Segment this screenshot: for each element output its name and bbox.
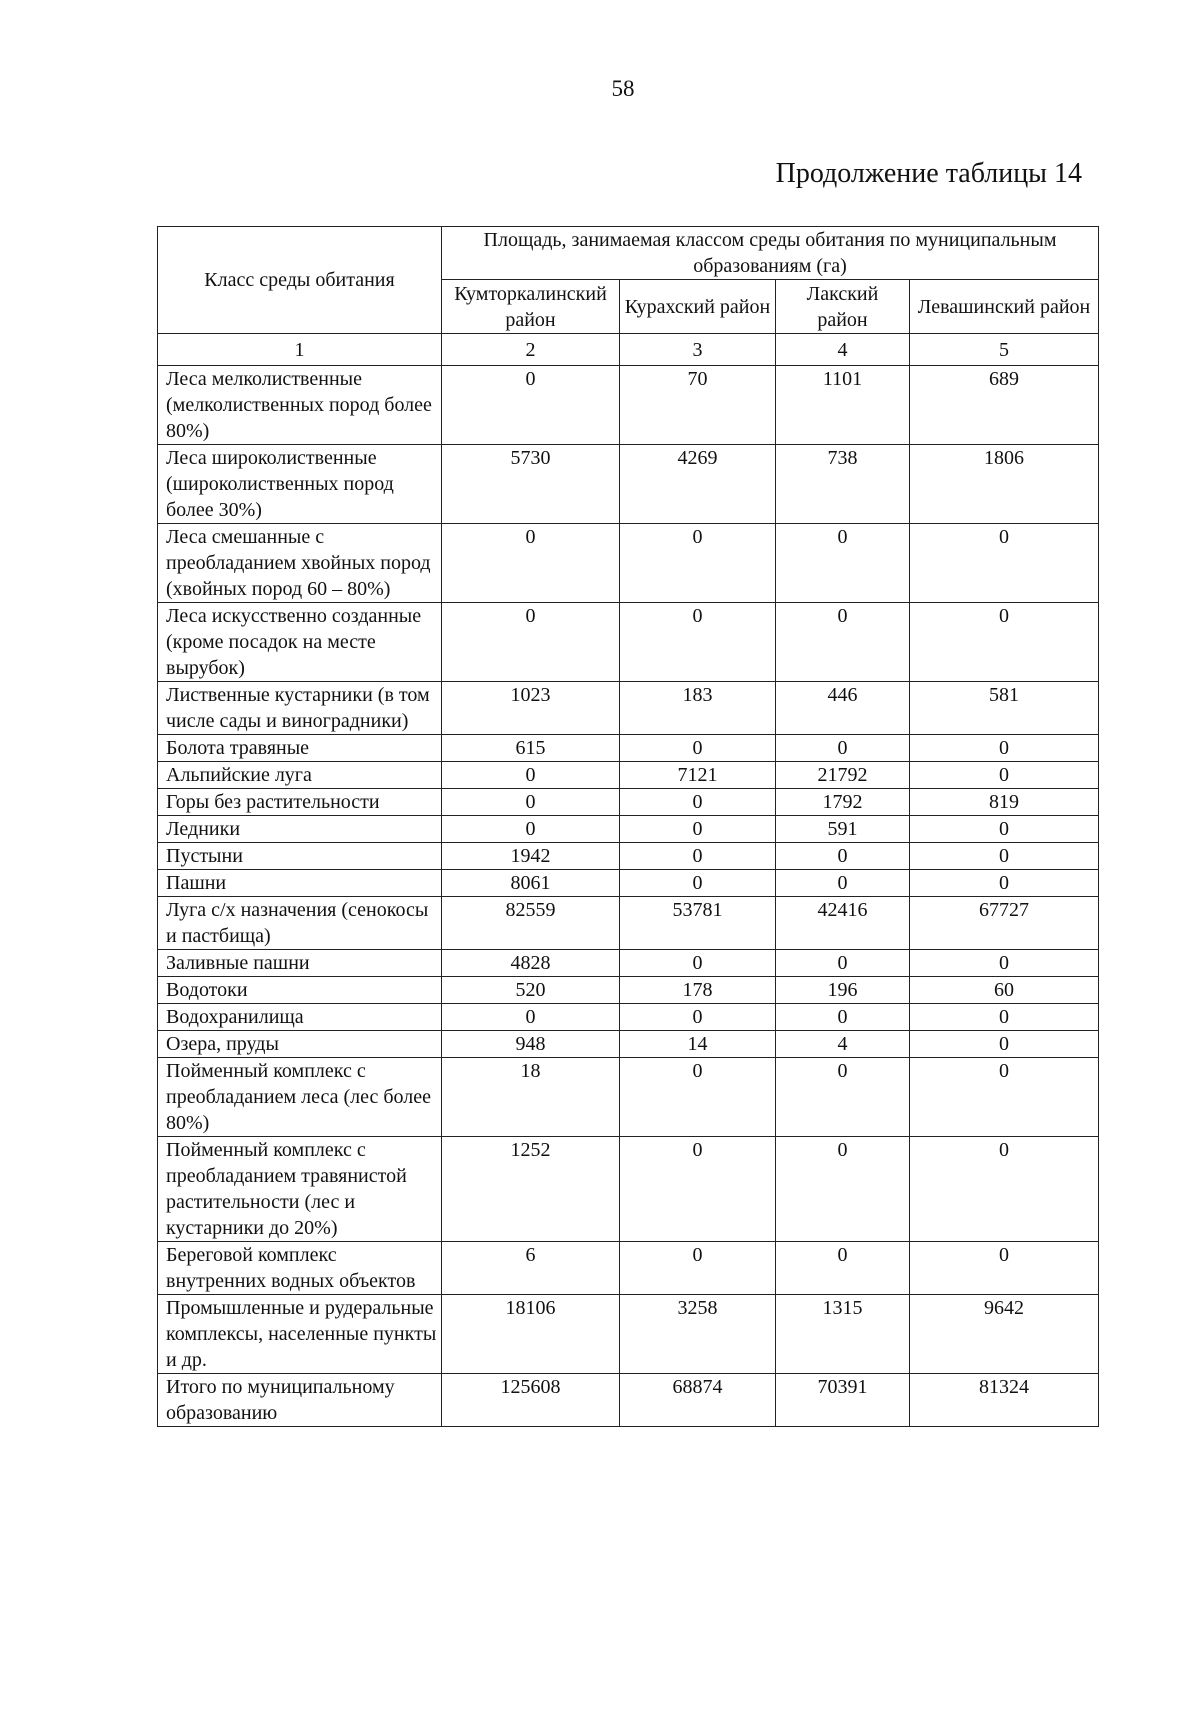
area-value-cell: 0 (620, 950, 776, 977)
area-value-cell: 0 (776, 524, 910, 603)
habitat-class-cell: Водотоки (158, 977, 442, 1004)
area-value-cell: 581 (910, 682, 1099, 735)
area-value-cell: 0 (442, 1004, 620, 1031)
area-value-cell: 0 (776, 1004, 910, 1031)
area-value-cell: 0 (620, 1242, 776, 1295)
area-value-cell: 0 (910, 524, 1099, 603)
header-district: Лакский район (776, 280, 910, 334)
header-area: Площадь, занимаемая классом среды обитания по муниципальным образованиям (га) (442, 227, 1099, 280)
area-value-cell: 0 (620, 816, 776, 843)
habitat-class-cell: Пойменный комплекс с преобладанием леса (лес более 80%) (158, 1058, 442, 1137)
area-value-cell: 82559 (442, 897, 620, 950)
area-value-cell: 1252 (442, 1137, 620, 1242)
area-value-cell: 53781 (620, 897, 776, 950)
header-habitat-class: Класс среды обитания (158, 227, 442, 334)
area-value-cell: 1315 (776, 1295, 910, 1374)
area-value-cell: 0 (620, 843, 776, 870)
habitat-area-table (157, 226, 1099, 1427)
area-value-cell: 0 (442, 603, 620, 682)
area-value-cell: 446 (776, 682, 910, 735)
habitat-class-cell: Альпийские луга (158, 762, 442, 789)
table-row (158, 445, 1099, 524)
area-value-cell: 196 (776, 977, 910, 1004)
area-value-cell: 0 (620, 789, 776, 816)
area-value-cell: 0 (910, 843, 1099, 870)
table-row (158, 1004, 1099, 1031)
habitat-class-cell: Леса мелколиственные (мелколиственных пород более 80%) (158, 366, 442, 445)
table-body (158, 366, 1099, 1427)
area-value-cell: 0 (620, 735, 776, 762)
table-row (158, 762, 1099, 789)
column-number: 1 (158, 334, 442, 366)
area-value-cell: 42416 (776, 897, 910, 950)
area-value-cell: 0 (910, 1004, 1099, 1031)
area-value-cell: 0 (442, 524, 620, 603)
habitat-class-cell: Лиственные кустарники (в том числе сады и виноградники) (158, 682, 442, 735)
area-value-cell: 0 (776, 843, 910, 870)
table-row (158, 603, 1099, 682)
habitat-class-cell: Пустыни (158, 843, 442, 870)
area-value-cell: 0 (910, 816, 1099, 843)
habitat-class-cell: Леса широколиственные (широколиственных пород более 30%) (158, 445, 442, 524)
area-value-cell: 0 (620, 1137, 776, 1242)
area-value-cell: 1806 (910, 445, 1099, 524)
area-value-cell: 0 (620, 524, 776, 603)
header-district: Кумторкалинский район (442, 280, 620, 334)
habitat-class-cell: Водохранилища (158, 1004, 442, 1031)
area-value-cell: 14 (620, 1031, 776, 1058)
table-row (158, 1137, 1099, 1242)
habitat-class-cell: Итого по муниципальному образованию (158, 1374, 442, 1427)
area-value-cell: 178 (620, 977, 776, 1004)
area-value-cell: 5730 (442, 445, 620, 524)
area-value-cell: 68874 (620, 1374, 776, 1427)
area-value-cell: 18106 (442, 1295, 620, 1374)
area-value-cell: 0 (620, 603, 776, 682)
table-row (158, 524, 1099, 603)
table-row (158, 1058, 1099, 1137)
area-value-cell: 4269 (620, 445, 776, 524)
table-row (158, 843, 1099, 870)
area-value-cell: 0 (776, 1137, 910, 1242)
area-value-cell: 689 (910, 366, 1099, 445)
page-number: 58 (611, 76, 635, 101)
area-value-cell: 9642 (910, 1295, 1099, 1374)
area-value-cell: 738 (776, 445, 910, 524)
area-value-cell: 0 (620, 870, 776, 897)
area-value-cell: 0 (776, 1242, 910, 1295)
area-value-cell: 0 (776, 870, 910, 897)
area-value-cell: 1942 (442, 843, 620, 870)
area-value-cell: 520 (442, 977, 620, 1004)
area-value-cell: 0 (776, 735, 910, 762)
table-row (158, 789, 1099, 816)
area-value-cell: 0 (776, 950, 910, 977)
table-row (158, 366, 1099, 445)
table-row (158, 816, 1099, 843)
area-value-cell: 21792 (776, 762, 910, 789)
habitat-class-cell: Леса искусственно созданные (кроме посадок на месте вырубок) (158, 603, 442, 682)
area-value-cell: 0 (776, 603, 910, 682)
area-value-cell: 125608 (442, 1374, 620, 1427)
area-value-cell: 0 (910, 762, 1099, 789)
habitat-class-cell: Горы без растительности (158, 789, 442, 816)
area-value-cell: 615 (442, 735, 620, 762)
area-value-cell: 183 (620, 682, 776, 735)
area-value-cell: 1023 (442, 682, 620, 735)
habitat-class-cell: Заливные пашни (158, 950, 442, 977)
area-value-cell: 0 (442, 366, 620, 445)
column-number: 5 (910, 334, 1099, 366)
column-number: 3 (620, 334, 776, 366)
area-value-cell: 948 (442, 1031, 620, 1058)
area-value-cell: 0 (442, 762, 620, 789)
table-row (158, 682, 1099, 735)
habitat-class-cell: Промышленные и рудеральные комплексы, населенные пункты и др. (158, 1295, 442, 1374)
habitat-class-cell: Болота травяные (158, 735, 442, 762)
area-value-cell: 819 (910, 789, 1099, 816)
area-value-cell: 0 (776, 1058, 910, 1137)
area-value-cell: 0 (910, 1058, 1099, 1137)
area-value-cell: 70391 (776, 1374, 910, 1427)
habitat-class-cell: Леса смешанные с преобладанием хвойных пород (хвойных пород 60 – 80%) (158, 524, 442, 603)
area-value-cell: 1101 (776, 366, 910, 445)
table-row (158, 735, 1099, 762)
area-value-cell: 0 (620, 1058, 776, 1137)
table-row (158, 1374, 1099, 1427)
table-row (158, 1242, 1099, 1295)
column-number: 2 (442, 334, 620, 366)
area-value-cell: 0 (910, 1242, 1099, 1295)
area-value-cell: 0 (910, 950, 1099, 977)
table-row (158, 950, 1099, 977)
habitat-class-cell: Береговой комплекс внутренних водных объектов (158, 1242, 442, 1295)
area-value-cell: 4 (776, 1031, 910, 1058)
area-value-cell: 70 (620, 366, 776, 445)
area-value-cell: 67727 (910, 897, 1099, 950)
header-district: Курахский район (620, 280, 776, 334)
area-value-cell: 60 (910, 977, 1099, 1004)
area-value-cell: 18 (442, 1058, 620, 1137)
table-row (158, 897, 1099, 950)
header-district: Левашинский район (910, 280, 1099, 334)
area-value-cell: 0 (442, 789, 620, 816)
area-value-cell: 0 (620, 1004, 776, 1031)
area-value-cell: 7121 (620, 762, 776, 789)
area-value-cell: 1792 (776, 789, 910, 816)
habitat-class-cell: Пашни (158, 870, 442, 897)
area-value-cell: 591 (776, 816, 910, 843)
area-value-cell: 81324 (910, 1374, 1099, 1427)
area-value-cell: 0 (910, 1137, 1099, 1242)
habitat-class-cell: Ледники (158, 816, 442, 843)
habitat-class-cell: Пойменный комплекс с преобладанием травянистой растительности (лес и кустарники до 20%) (158, 1137, 442, 1242)
area-value-cell: 0 (910, 735, 1099, 762)
area-value-cell: 0 (910, 1031, 1099, 1058)
habitat-class-cell: Луга с/х назначения (сенокосы и пастбища) (158, 897, 442, 950)
table-row (158, 977, 1099, 1004)
table-row (158, 1031, 1099, 1058)
area-value-cell: 0 (910, 603, 1099, 682)
area-value-cell: 0 (442, 816, 620, 843)
area-value-cell: 3258 (620, 1295, 776, 1374)
area-value-cell: 6 (442, 1242, 620, 1295)
habitat-class-cell: Озера, пруды (158, 1031, 442, 1058)
table-row (158, 1295, 1099, 1374)
table-row (158, 870, 1099, 897)
area-value-cell: 4828 (442, 950, 620, 977)
continuation-title: Продолжение таблицы 14 (775, 158, 1082, 189)
area-value-cell: 8061 (442, 870, 620, 897)
column-number: 4 (776, 334, 910, 366)
area-value-cell: 0 (910, 870, 1099, 897)
